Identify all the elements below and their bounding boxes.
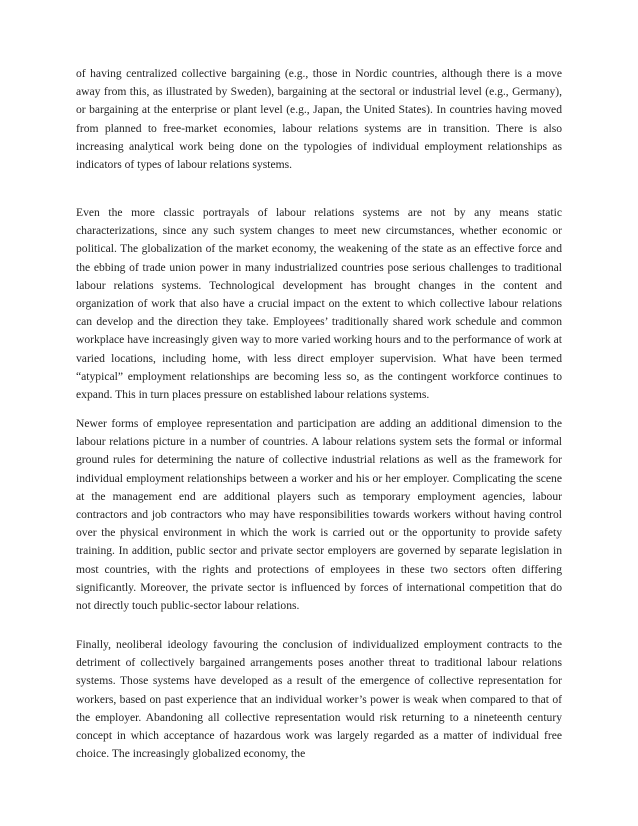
paragraph-3: Newer forms of employee representation and participation are adding an additional dimension to the labour relations picture in a number of countries. A labour relations system sets the formal or informal ground rules for determining the nature of collective industrial relations as well as the framework for individual employment relationships between a worker and his or her employer. Complicating the scene at the management end are additional players such as temporary employment agencies, labour contractors and job contractors who may have responsibilities towards workers without having control over the physical environment in which the work is carried out or the opportunity to provide safety training. In addition, public sector and private sector employers are governed by separate legislation in most countries, with the rights and protections of employees in these two sectors often differing significantly. Moreover, the private sector is influenced by forces of international competition that do not directly touch public-sector labour relations. [76,417,562,613]
paragraph-1: of having centralized collective bargaining (e.g., those in Nordic countries, although there is a move away from this, as illustrated by Sweden), bargaining at the sectoral or industrial level (e.g., Germany), or bargaining at the enterprise or plant level (e.g., Japan, the United States). In countries having moved from planned to free-market economies, labour relations systems are in transition. There is also increasing analytical work being done on the typologies of individual employment relationships as indicators of types of labour relations systems. [76,67,562,172]
paragraph-2: Even the more classic portrayals of labour relations systems are not by any means static characterizations, since any such system changes to meet new circumstances, whether economic or political. The globalization of the market economy, the weakening of the state as an effective force and the ebbing of trade union power in many industrialized countries pose serious challenges to traditional labour relations systems. Technological development has brought changes in the content and organization of work that also have a crucial impact on the extent to which collective labour relations can develop and the direction they take. Employees’ traditionally shared work schedule and common workplace have increasingly given way to more varied working hours and to the performance of work at varied locations, including home, with less direct employer supervision. What have been termed “atypical” employment relationships are becoming less so, as the contingent workforce continues to expand. This in turn places pressure on established labour relations systems. [76,206,562,402]
paragraph-4: Finally, neoliberal ideology favouring the conclusion of individualized employment contracts to the detriment of collectively bargained arrangements poses another threat to traditional labour relations systems. Those systems have developed as a result of the emergence of collective representation for workers, based on past experience that an individual worker’s power is weak when compared to that of the employer. Abandoning all collective representation would risk returning to a nineteenth century concept in which acceptance of hazardous work was largely regarded as a matter of individual free choice. The increasingly globalized economy, the [76,638,562,761]
